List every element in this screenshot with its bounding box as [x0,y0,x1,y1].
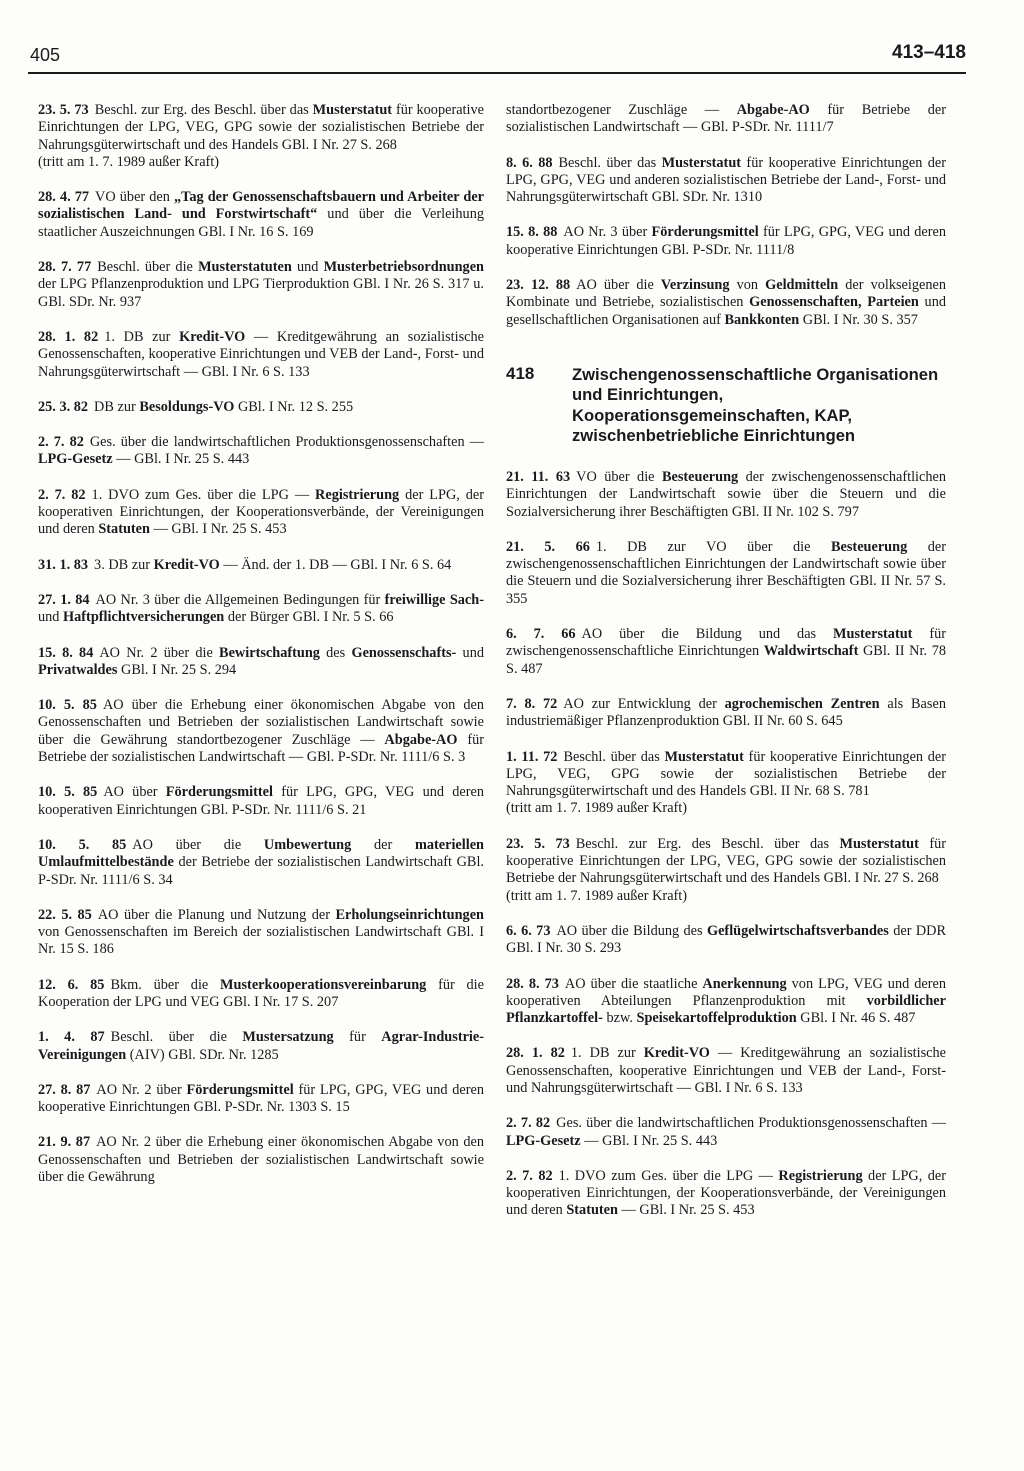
entry-date: 2. 7. 82 [506,1167,553,1184]
continued-entry: standortbezogener Zuschläge — Abgabe-AO für Betriebe der sozialistischen Landwirtschaft — GBl. P-SDr. Nr. 1111/7 [506,102,946,136]
section-heading [506,365,946,447]
entry-date: 2. 7. 82 [38,486,86,503]
entry-date: 23. 5. 73 [506,835,570,852]
law-entry [38,1134,484,1186]
entry-text: AO über Förderungsmittel für LPG, GPG, VEG und deren kooperativen Einrichtungen GBl. P-SDr. Nr. 1111/6 S. 21 [38,784,484,818]
entry-text: Ges. über die landwirtschaftlichen Produktionsgenossenschaften — LPG-Gesetz — GBl. I Nr. 25 S. 443 [506,1115,947,1149]
right-column [506,102,946,1238]
law-entry [506,469,946,521]
law-entry [506,976,946,1028]
entry-date: 27. 8. 87 [38,1081,91,1098]
left-column [38,102,484,1204]
entry-date: 28. 1. 82 [38,328,99,345]
entry-text: AO Nr. 3 über Förderungsmittel für LPG, GPG, VEG und deren kooperative Einrichtungen GBl. P-SDr. Nr. 1111/8 [506,224,946,258]
entry-date: 27. 1. 84 [38,591,90,608]
entry-text: Beschl. über das Musterstatut für kooperative Einrichtungen der LPG, GPG, VEG und anderen sozialistischen Betriebe der Land-, Forst- und Nahrungsgüterwirtschaft GBl. SDr. Nr. 1310 [506,154,946,206]
entry-text: AO über die Bildung des Geflügelwirtschaftsverbandes der DDR GBl. I Nr. 30 S. 293 [506,922,947,957]
entry-text: AO über die Erhebung einer ökonomischen Abgabe von den Genossenschaften und Betrieben der sozialistischen Landwirtschaft sowie über die Gewährung standortbezogener Zuschläge — Abgabe-AO für Betriebe der sozialistischen Landwirtschaft — GBl. P-SDr. Nr. 1111/6 S. 3 [38,697,485,766]
entry-date: 1. 4. 87 [38,1029,105,1046]
page-number: 405 [30,45,61,65]
law-entry [506,749,946,818]
entry-date: 31. 1. 83 [38,556,89,573]
law-entry [506,224,946,259]
entry-date: 15. 8. 84 [38,644,94,661]
law-entry [38,1082,484,1117]
law-entry [38,1029,484,1064]
law-entry [506,696,946,731]
law-entry [38,102,484,171]
law-entry [506,836,946,905]
law-entry [506,1045,946,1097]
law-entry [38,977,484,1012]
entry-date: 10. 5. 85 [38,697,97,714]
law-entry [506,1168,946,1220]
entry-text: AO über die staatliche Anerkennung von LPG, VEG und deren kooperativen Abteilungen Pflanzenproduktion mit vorbildlicher Pflanzkartoffel- bzw. Speisekartoffelproduktion GBl. I Nr. 46 S. 487 [506,975,946,1027]
law-entry [506,539,946,608]
entry-date: 6. 7. 66 [506,626,576,643]
entry-date: 28. 4. 77 [38,189,90,206]
entry-text: 1. DB zur VO über die Besteuerung der zwischengenossenschaftlichen Einrichtungen der Landwirtschaft sowie über die Steuern und die Sozialversicherung ihrer Beschäftigten GBl. II Nr. 57 S. 355 [506,538,946,607]
entry-date: 10. 5. 85 [38,836,127,853]
entry-text: VO über die Besteuerung der zwischengenossenschaftlichen Einrichtungen der Landwirtschaft sowie über die Steuern und die Sozialversicherung ihrer Beschäftigten GBl. II Nr. 102 S. 797 [506,468,946,520]
entry-note: (tritt am 1. 7. 1989 außer Kraft) [38,153,220,170]
entry-text: AO über die Bildung und das Musterstatut für zwischengenossenschaftliche Einrichtungen Waldwirtschaft GBl. II Nr. 78 S. 487 [506,626,947,677]
entry-date: 6. 6. 73 [506,922,551,939]
section-title: Zwischengenossenschaftliche Organisationen und Einrichtungen, Kooperationsgemeinschaften, KAP, zwischenbetriebliche Einrichtungen [572,364,939,446]
entry-text: 3. DB zur Kredit-VO — Änd. der 1. DB — GBl. I Nr. 6 S. 64 [94,556,452,573]
entry-date: 28. 1. 82 [506,1045,565,1062]
entry-date: 28. 7. 77 [38,259,92,276]
law-entry [38,697,484,766]
law-entry [38,557,484,574]
entry-text: Beschl. zur Erg. des Beschl. über das Musterstatut für kooperative Einrichtungen der LPG, VEG, GPG sowie der sozialistischen Betriebe der Nahrungsgüterwirtschaft und des Handels GBl. I Nr. 27 S. 268 [506,835,946,887]
entry-note: (tritt am 1. 7. 1989 außer Kraft) [506,800,688,817]
law-entry [38,907,484,959]
entry-date: 12. 6. 85 [38,976,105,993]
entry-date: 1. 11. 72 [506,748,558,765]
law-entry [506,923,946,958]
entry-text: Bkm. über die Musterkooperationsvereinbarung für die Kooperation der LPG und VEG GBl. I Nr. 17 S. 207 [38,976,484,1010]
law-entry [506,626,946,678]
entry-date: 7. 8. 72 [506,695,558,712]
entry-date: 21. 11. 63 [506,468,571,485]
entry-date: 15. 8. 88 [506,224,558,241]
law-entry [506,155,946,207]
law-entry [38,259,484,311]
entry-date: 2. 7. 82 [38,434,84,451]
entry-text: Beschl. zur Erg. des Beschl. über das Musterstatut für kooperative Einrichtungen der LPG, VEG, GPG sowie der sozialistischen Betriebe der Nahrungsgüterwirtschaft und des Handels GBl. I Nr. 27 S. 268 [38,102,484,153]
entry-date: 21. 5. 66 [506,538,590,555]
law-entry [506,277,946,329]
entry-text: AO Nr. 2 über Förderungsmittel für LPG, GPG, VEG und deren kooperative Einrichtungen GBl. P-SDr. Nr. 1303 S. 15 [38,1081,484,1116]
entry-text: AO zur Entwicklung der agrochemischen Zentren als Basen industriemäßiger Pflanzenproduktion GBl. II Nr. 60 S. 645 [506,695,946,730]
entry-date: 2. 7. 82 [506,1115,551,1132]
law-entry [38,189,484,241]
entry-text: Beschl. über das Musterstatut für kooperative Einrichtungen der LPG, VEG, GPG sowie der sozialistischen Betriebe der Nahrungsgüterwirtschaft und des Handels GBl. II Nr. 68 S. 781 [506,748,946,800]
entry-text: AO Nr. 2 über die Bewirtschaftung des Genossenschafts- und Privatwaldes GBl. I Nr. 25 S. 294 [38,644,484,678]
law-entry [38,784,484,819]
law-entry [38,592,484,627]
law-entry [38,487,484,539]
law-entry [38,645,484,680]
law-entry [38,399,484,416]
entry-text: 1. DVO zum Ges. über die LPG — Registrierung der LPG, der kooperativen Einrichtungen, der Kooperationsverbände, der Vereinigungen und deren Statuten — GBl. I Nr. 25 S. 453 [506,1167,947,1219]
entry-date: 28. 8. 73 [506,975,559,992]
entry-text: AO über die Planung und Nutzung der Erholungseinrichtungen von Genossenschaften im Bereich der sozialistischen Landwirtschaft GBl. I Nr. 15 S. 186 [38,906,484,958]
entry-note: (tritt am 1. 7. 1989 außer Kraft) [506,887,688,904]
page-range: 413–418 [892,42,966,63]
entry-date: 23. 12. 88 [506,277,571,294]
entry-text: Beschl. über die Musterstatuten und Musterbetriebsordnungen der LPG Pflanzenproduktion und LPG Tierproduktion GBl. I Nr. 26 S. 317 u. GBl. SDr. Nr. 937 [38,259,485,310]
entry-text: 1. DB zur Kredit-VO — Kreditgewährung an sozialistische Genossenschaften, kooperative Einrichtungen und VEB der Land-, Forst- und Nahrungsgüterwirtschaft — GBl. I Nr. 6 S. 133 [506,1045,946,1096]
section-number: 418 [506,363,535,383]
entry-date: 21. 9. 87 [38,1134,91,1151]
law-entry [38,329,484,381]
entry-date: 23. 5. 73 [38,102,89,118]
entry-date: 25. 3. 82 [38,398,89,415]
law-entry [506,1115,946,1150]
entry-text: AO über die Verzinsung von Geldmitteln der volkseigenen Kombinate und Betriebe, sozialistischen Genossenschaften, Parteien und gesellschaftlichen Organisationen auf Bankkonten GBl. I Nr. 30 S. 357 [506,277,947,328]
entry-text: Beschl. über die Mustersatzung für Agrar-Industrie-Vereinigungen (AIV) GBl. SDr. Nr. 1285 [38,1029,485,1063]
law-entry [38,434,484,469]
entry-text: 1. DVO zum Ges. über die LPG — Registrierung der LPG, der kooperativen Einrichtungen, der Kooperationsverbände, der Vereinigungen und deren Statuten — GBl. I Nr. 25 S. 453 [38,486,485,538]
entry-date: 8. 6. 88 [506,154,553,171]
entry-text: VO über den „Tag der Genossenschaftsbauern und Arbeiter der sozialistischen Land- und Forstwirtschaft“ und über die Verleihung staatlicher Auszeichnungen GBl. I Nr. 16 S. 169 [38,189,485,240]
entry-text: 1. DB zur Kredit-VO — Kreditgewährung an sozialistische Genossenschaften, kooperative Einrichtungen und VEB der Land-, Forst- und Nahrungsgüterwirtschaft — GBl. I Nr. 6 S. 133 [38,328,484,380]
entry-text: AO Nr. 3 über die Allgemeinen Bedingungen für freiwillige Sach- und Haftpflichtversicherungen der Bürger GBl. I Nr. 5 S. 66 [38,591,484,626]
entry-text: AO Nr. 2 über die Erhebung einer ökonomischen Abgabe von den Genossenschaften und Betrieben der sozialistischen Landwirtschaft sowie über die Gewährung [38,1134,484,1186]
entry-text: DB zur Besoldungs-VO GBl. I Nr. 12 S. 255 [94,398,354,415]
entry-text: Ges. über die landwirtschaftlichen Produktionsgenossenschaften — LPG-Gesetz — GBl. I Nr. 25 S. 443 [38,434,484,468]
entry-date: 10. 5. 85 [38,784,98,801]
header-rule [28,72,966,74]
entry-date: 22. 5. 85 [38,906,92,923]
law-entry [38,837,484,889]
entry-text: AO über die Umbewertung der materiellen Umlaufmittelbestände der Betriebe der sozialistischen Landwirtschaft GBl. P-SDr. Nr. 1111/6 S. 34 [38,836,485,888]
